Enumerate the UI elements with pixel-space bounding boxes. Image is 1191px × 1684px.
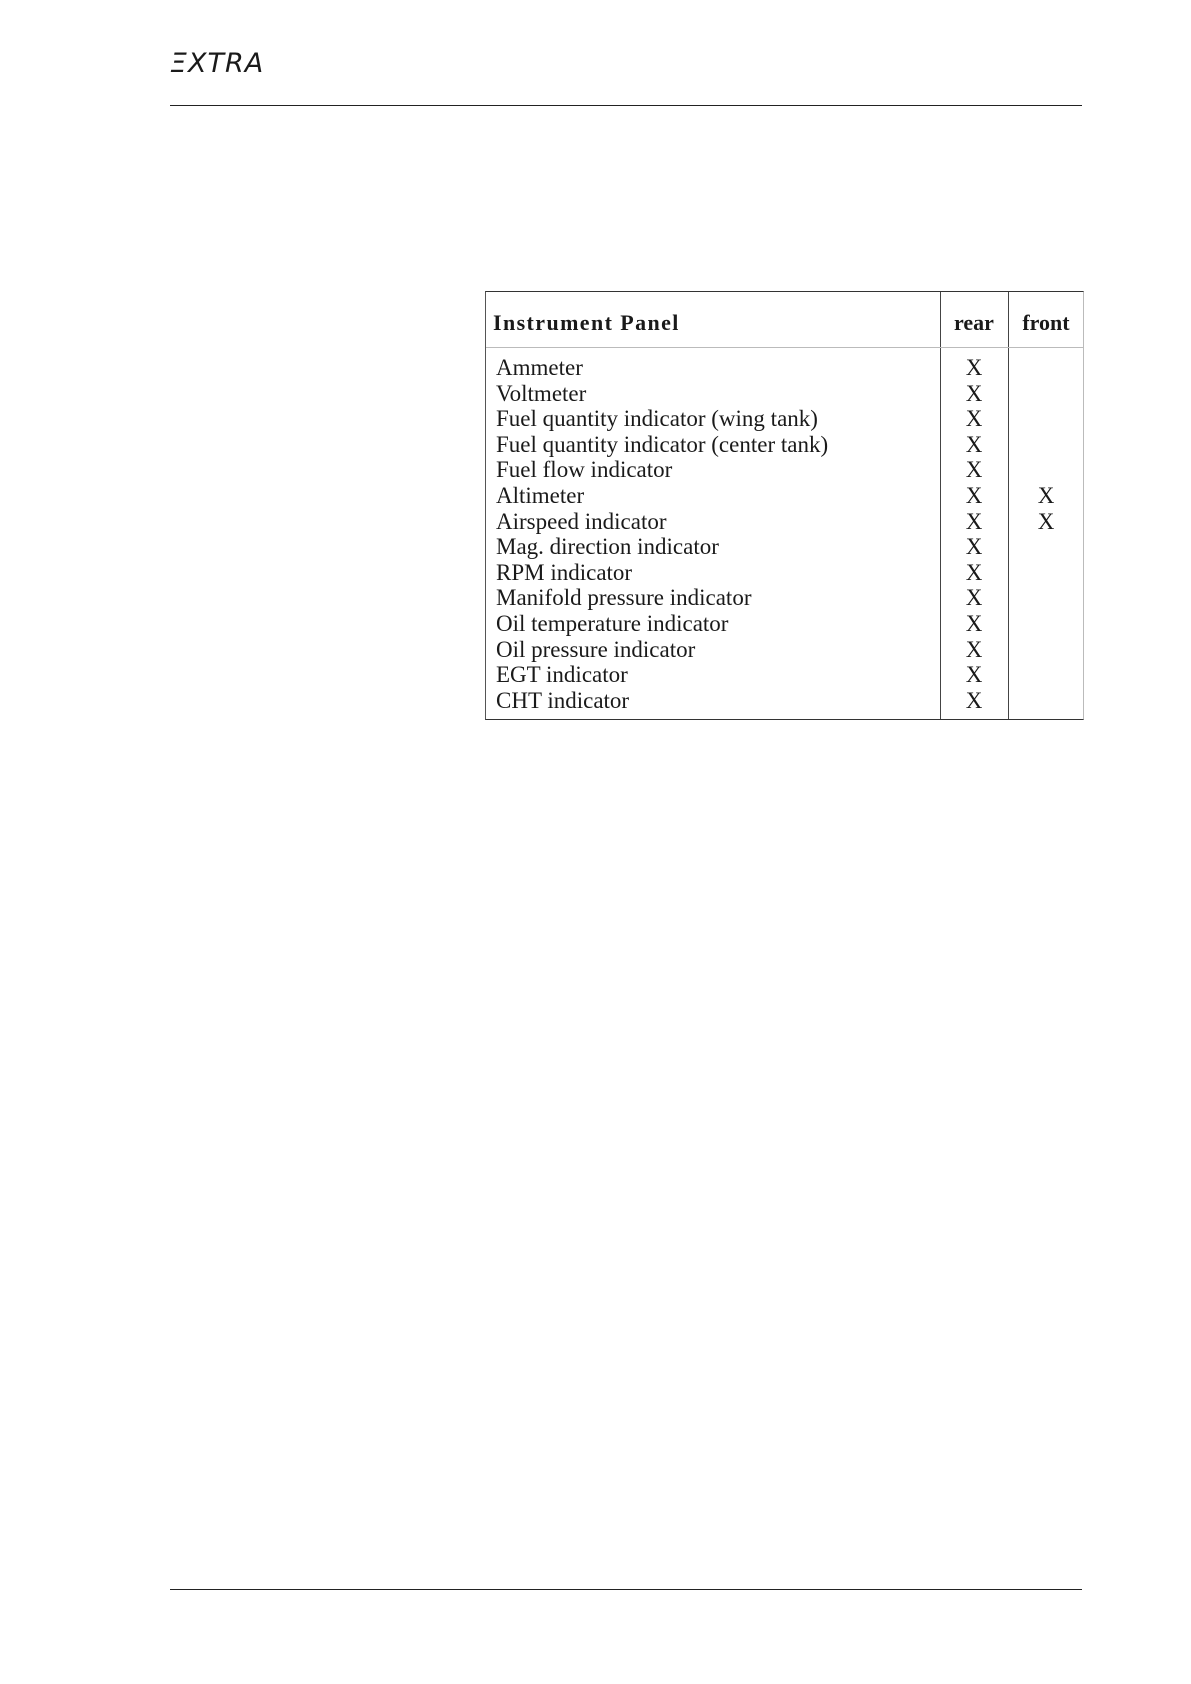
instrument-name: Voltmeter xyxy=(496,380,587,406)
instrument-name: Fuel quantity indicator (wing tank) xyxy=(496,406,818,432)
column-header-instrument-panel: Instrument Panel xyxy=(493,310,680,335)
extra-logo: ΞXTRA xyxy=(170,48,265,79)
table-row xyxy=(486,406,1083,432)
rear-mark: X xyxy=(965,559,983,585)
table-row xyxy=(486,432,1083,458)
instrument-name: Fuel quantity indicator (center tank) xyxy=(496,431,829,457)
instrument-name: Ammeter xyxy=(496,355,583,380)
rear-mark: X xyxy=(965,687,983,713)
table-row xyxy=(486,688,1083,714)
column-header-front: front xyxy=(1022,310,1070,335)
header-row-divider xyxy=(486,347,1083,348)
table-row xyxy=(486,534,1083,560)
instrument-panel-table xyxy=(485,291,1084,720)
rear-mark: X xyxy=(965,457,983,483)
instrument-name: RPM indicator xyxy=(496,559,633,585)
table-row xyxy=(486,585,1083,611)
table-row xyxy=(486,662,1083,688)
table-row xyxy=(486,509,1083,535)
table-row xyxy=(486,560,1083,586)
table-body xyxy=(486,355,1083,713)
rear-mark: X xyxy=(965,636,983,662)
instrument-name: Mag. direction indicator xyxy=(496,534,719,560)
column-header-rear: rear xyxy=(954,310,994,335)
instrument-name: Fuel flow indicator xyxy=(496,457,673,483)
rear-mark: X xyxy=(965,610,983,636)
instrument-name: Oil pressure indicator xyxy=(496,636,696,662)
rear-mark: X xyxy=(965,662,983,688)
instrument-name: Oil temperature indicator xyxy=(496,610,729,636)
table-row xyxy=(486,637,1083,663)
table-row xyxy=(486,457,1083,483)
front-mark: X xyxy=(1037,482,1055,508)
rear-mark: X xyxy=(965,406,983,432)
instrument-name: Manifold pressure indicator xyxy=(496,585,752,611)
rear-mark: X xyxy=(965,534,983,560)
table-row xyxy=(486,483,1083,509)
rear-mark: X xyxy=(965,482,983,508)
instrument-name: Airspeed indicator xyxy=(496,508,667,534)
table-row xyxy=(486,355,1083,381)
rear-mark: X xyxy=(965,355,983,380)
table-row xyxy=(486,381,1083,407)
rear-mark: X xyxy=(965,585,983,611)
front-mark: X xyxy=(1037,508,1055,534)
rear-mark: X xyxy=(965,508,983,534)
instrument-name: EGT indicator xyxy=(496,662,628,688)
header-rule xyxy=(170,105,1082,106)
table-row xyxy=(486,611,1083,637)
instrument-name: Altimeter xyxy=(496,482,585,508)
rear-mark: X xyxy=(965,431,983,457)
rear-mark: X xyxy=(965,380,983,406)
footer-rule xyxy=(170,1589,1082,1590)
instrument-name: CHT indicator xyxy=(496,687,630,713)
